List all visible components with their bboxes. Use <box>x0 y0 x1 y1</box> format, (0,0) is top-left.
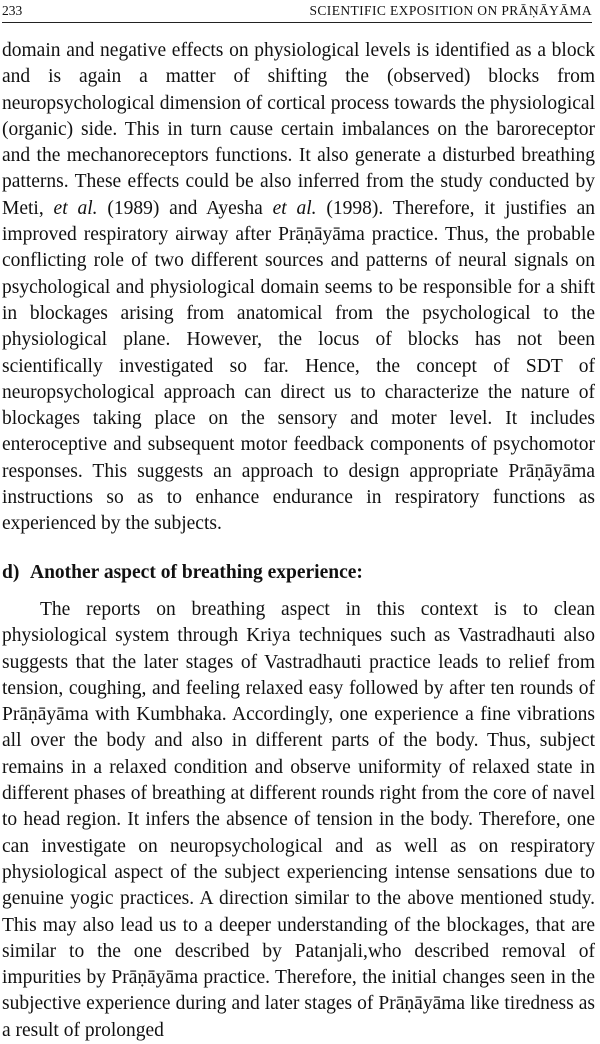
page-number: 233 <box>2 3 23 18</box>
running-title: SCIENTIFIC EXPOSITION ON PRĀṆĀYĀMA <box>309 3 592 18</box>
section-title: Another aspect of breathing experience: <box>30 562 363 583</box>
running-header <box>2 2 592 23</box>
paragraph-text: (1989) and Ayesha <box>97 197 273 219</box>
citation-et-al: et al. <box>272 197 317 219</box>
paragraph-text: domain and negative effects on physiological levels is identified as a block and is again a matter of shifting the (observed) blocks from neuropsychological dimension of cortical process towards the physiological (organic) side. This in turn cause certain imbalances on the baroreceptor and the mechanoreceptors functions. It also generate a disturbed breathing patterns. These effects could be also inferred from the study conducted by Meti, <box>2 40 595 219</box>
paragraph-breathing-experience: The reports on breathing aspect in this context is to clean physiological system through Kriya techniques such as Vastradhauti also suggests that the later stages of Vastradhauti practice leads to relief from tension, coughing, and feeling relaxed easy followed by after ten rounds of Prāṇāyāma with Kumbhaka. Accordingly, one experience a fine vibrations all over the body and also in different parts of the body. Thus, subject remains in a relaxed condition and observe uniformity of relaxed state in different phases of breathing at different rounds right from the core of navel to head region. It infers the absence of tension in the body. Therefore, one can investigate on neuropsychological and as well as on respiratory physiological aspect of the subject experiencing intense sensations due to genuine yogic practices. A direction similar to the above mentioned study. This may also lead us to a deeper understanding of the blockages, that are similar to the one described by Patanjali,who described removal of impurities by Prāṇāyāma practice. Therefore, the initial changes seen in the subjective experience during and later stages of Prāṇāyāma like tiredness as a result of prolonged <box>2 599 595 1041</box>
paragraph-text: (1998). Therefore, it justifies an improved respiratory airway after Prāṇāyāma practice. Thus, the probable conflicting role of two different sources and patterns of neural signals on psychological and physiological domain seems to be responsible for a shift in blockages arising from anatomical from the psychological to the physiological plane. However, the locus of blocks has not been scientifically investigated so far. Hence, the concept of SDT of neuropsychological approach can direct us to characterize the nature of blockages taking place on the sensory and moter level. It includes enteroceptive and subsequent motor feedback components of psychomotor responses. This suggests an approach to design appropriate Prāṇāyāma instructions so as to enhance endurance in respiratory functions as experienced by the subjects. <box>2 197 595 535</box>
paragraph-continuation <box>2 38 595 538</box>
citation-et-al: et al. <box>53 197 98 219</box>
section-marker: d) <box>2 562 20 583</box>
section-heading <box>2 560 595 586</box>
